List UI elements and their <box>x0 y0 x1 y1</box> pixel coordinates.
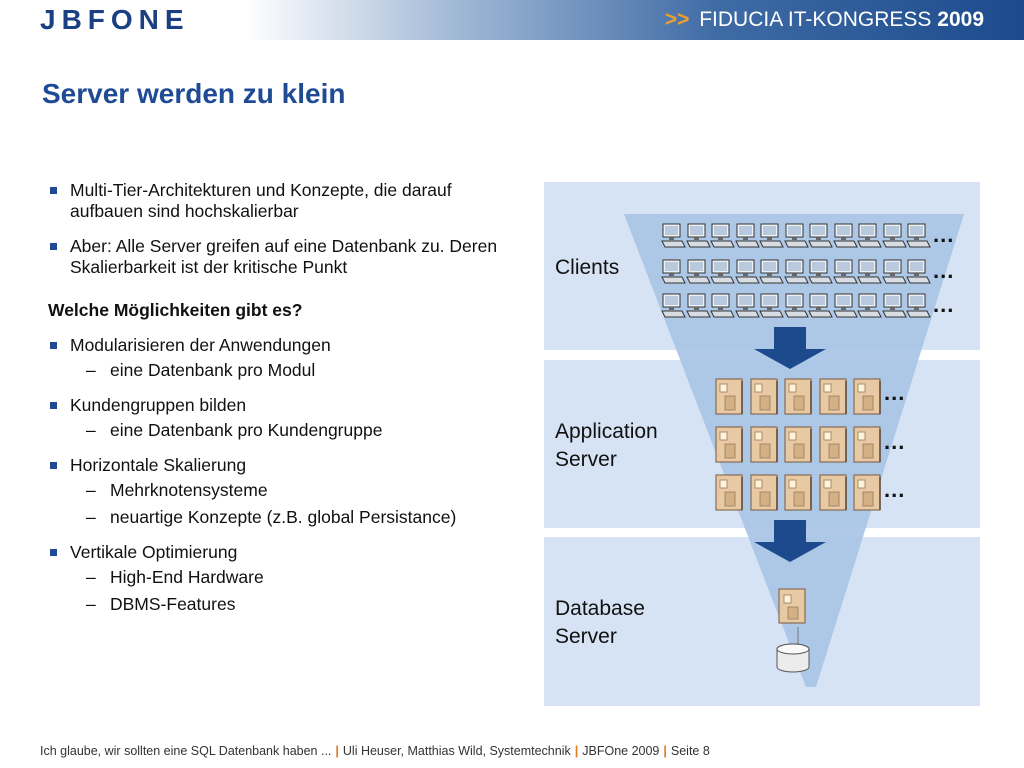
tier-label-clients: Clients <box>555 256 620 279</box>
computer-icon <box>758 292 784 320</box>
server-icon <box>749 377 779 417</box>
computer-icon <box>660 258 686 286</box>
dash-marker: – <box>86 420 96 440</box>
footer-separator: | <box>663 744 667 758</box>
computer-icon <box>734 258 760 286</box>
server-icon <box>749 473 779 513</box>
arrow-down-icon <box>754 520 826 562</box>
computer-icon <box>734 292 760 320</box>
jbfone-logo: JBFONE <box>40 4 190 35</box>
server-icon <box>818 377 848 417</box>
dash-marker: – <box>86 567 96 587</box>
footer <box>40 744 710 758</box>
computer-icon <box>660 292 686 320</box>
footer-topic: Ich glaube, wir sollten eine SQL Datenbank haben ... <box>40 744 332 758</box>
server-icon <box>783 377 813 417</box>
event-year: 2009 <box>937 8 984 31</box>
computer-icon <box>758 258 784 286</box>
bullet-text: Modularisieren der Anwendungen <box>70 335 331 355</box>
computer-icon <box>709 222 735 250</box>
bullet-square-icon <box>50 187 57 194</box>
computer-icon <box>783 258 809 286</box>
bullet-item <box>48 180 518 222</box>
bullet-text: Kundengruppen bilden <box>70 395 247 415</box>
bullet-text: Vertikale Optimierung <box>70 542 238 562</box>
server-icon <box>818 425 848 465</box>
sub-bullet-item <box>48 594 518 615</box>
computer-icon <box>856 292 882 320</box>
computer-icon <box>709 258 735 286</box>
computer-icon <box>905 292 931 320</box>
footer-page-number: Seite 8 <box>670 744 710 758</box>
bullet-item <box>48 395 518 416</box>
computer-icon <box>807 292 833 320</box>
bullet-square-icon <box>50 342 57 349</box>
header-bar <box>0 0 1024 40</box>
computer-icon <box>856 258 882 286</box>
footer-authors: Uli Heuser, Matthias Wild, Systemtechnik <box>342 744 571 758</box>
server-icon <box>776 587 810 627</box>
server-icon <box>714 473 744 513</box>
bullet-text: Multi-Tier-Architekturen und Konzepte, die darauf aufbauen sind hochskalierbar <box>70 180 452 221</box>
bullet-list <box>48 180 518 621</box>
computer-icon <box>807 258 833 286</box>
server-icon <box>783 473 813 513</box>
bullet-square-icon <box>50 402 57 409</box>
dash-marker: – <box>86 360 96 380</box>
server-icon <box>714 377 744 417</box>
server-icon <box>852 425 882 465</box>
computer-icon <box>856 222 882 250</box>
bullet-item <box>48 335 518 356</box>
computer-icon <box>807 222 833 250</box>
dash-marker: – <box>86 480 96 500</box>
computer-icon <box>685 258 711 286</box>
sub-bullet-text: eine Datenbank pro Modul <box>110 360 316 380</box>
computer-icon <box>881 292 907 320</box>
computer-icon <box>881 258 907 286</box>
event-name: FIDUCIA IT-KONGRESS <box>699 8 932 31</box>
sub-bullet-text: neuartige Konzepte (z.B. global Persistance) <box>110 507 457 527</box>
ellipsis-clients-row-1: ... <box>933 222 955 247</box>
ellipsis-servers-row-3: ... <box>884 477 906 502</box>
sub-bullet-item <box>48 480 518 501</box>
sub-bullet-text: Mehrknotensysteme <box>110 480 268 500</box>
computer-icon <box>832 292 858 320</box>
computer-icon <box>685 222 711 250</box>
computer-icon <box>905 222 931 250</box>
computer-icon <box>905 258 931 286</box>
dash-marker: – <box>86 507 96 527</box>
sub-bullet-text: eine Datenbank pro Kundengruppe <box>110 420 383 440</box>
computer-icon <box>881 222 907 250</box>
computer-icon <box>709 292 735 320</box>
bullet-item <box>48 236 518 278</box>
bullet-item <box>48 542 518 563</box>
arrow-down-icon <box>754 327 826 369</box>
ellipsis-servers-row-1: ... <box>884 380 906 405</box>
computer-icon <box>832 222 858 250</box>
server-icon <box>818 473 848 513</box>
computer-icon <box>660 222 686 250</box>
computer-icon <box>832 258 858 286</box>
computer-icon <box>685 292 711 320</box>
footer-event: JBFOne 2009 <box>582 744 660 758</box>
server-icon <box>852 377 882 417</box>
sub-bullet-item <box>48 567 518 588</box>
sub-bullet-text: DBMS-Features <box>110 594 236 614</box>
computer-icon <box>734 222 760 250</box>
sub-bullet-item <box>48 360 518 381</box>
sub-bullet-text: High-End Hardware <box>110 567 264 587</box>
sub-bullet-item <box>48 507 518 528</box>
computer-icon <box>783 292 809 320</box>
event-banner <box>665 8 984 32</box>
bullet-text: Horizontale Skalierung <box>70 455 247 475</box>
footer-separator: | <box>574 744 579 758</box>
computer-icon <box>758 222 784 250</box>
bullet-square-icon <box>50 243 57 250</box>
bullet-square-icon <box>50 462 57 469</box>
ellipsis-clients-row-2: ... <box>933 258 955 283</box>
database-icon <box>775 642 811 676</box>
tier-label-application-server: Application Server <box>555 420 658 471</box>
event-prefix: >> <box>664 8 690 31</box>
ellipsis-clients-row-3: ... <box>933 292 955 317</box>
server-icon <box>783 425 813 465</box>
question-heading: Welche Möglichkeiten gibt es? <box>48 300 303 320</box>
server-icon <box>749 425 779 465</box>
ellipsis-servers-row-2: ... <box>884 429 906 454</box>
dash-marker: – <box>86 594 96 614</box>
bullet-item <box>48 455 518 476</box>
tier-diagram <box>544 182 980 706</box>
tier-label-database-server: Database Server <box>555 597 645 648</box>
bullet-text: Aber: Alle Server greifen auf eine Datenbank zu. Deren Skalierbarkeit ist der kritische Punkt <box>70 236 498 277</box>
slide-title: Server werden zu klein <box>42 78 346 109</box>
server-icon <box>852 473 882 513</box>
bullet-square-icon <box>50 549 57 556</box>
computer-icon <box>783 222 809 250</box>
sub-bullet-item <box>48 420 518 441</box>
footer-separator: | <box>335 744 339 758</box>
server-icon <box>714 425 744 465</box>
